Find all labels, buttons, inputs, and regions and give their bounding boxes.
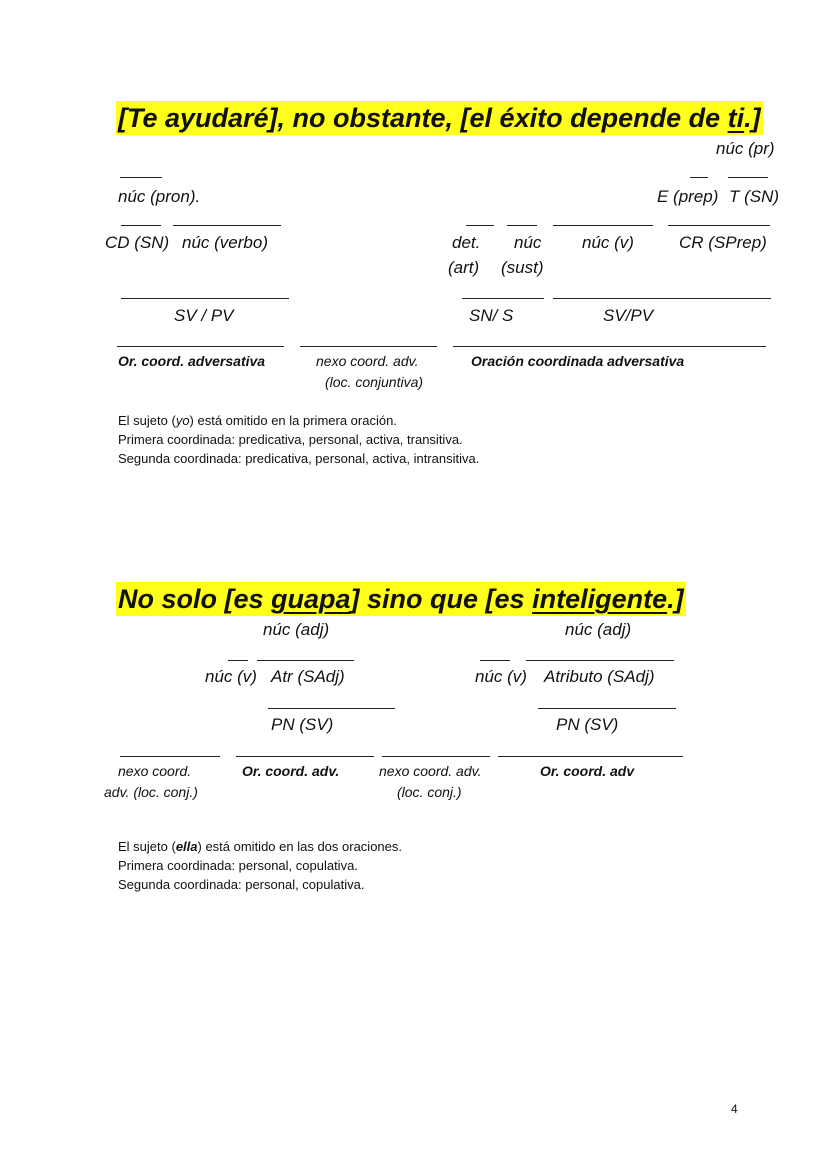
line [453, 346, 766, 347]
line [690, 177, 708, 178]
label-adv-loc-conj: adv. (loc. conj.) [104, 784, 198, 800]
note-1 [118, 411, 397, 430]
line [257, 660, 354, 661]
note-1-a: El sujeto ( [118, 413, 176, 428]
title-1-underlined: ti [727, 103, 745, 133]
label-nuc-v: núc (v) [582, 233, 634, 252]
line [121, 225, 161, 226]
label-nuc-pron: núc (pron). [118, 187, 201, 206]
label-nuc-adj-2: núc (adj) [565, 620, 632, 639]
note-3: Segunda coordinada: predicativa, personal, activa, intransitiva. [118, 451, 480, 466]
line [668, 225, 770, 226]
label-or-coord-adv-2: Or. coord. adv [540, 763, 635, 779]
label-nexo-coord-3: nexo coord. adv. [379, 763, 482, 779]
line [228, 660, 248, 661]
note-4 [118, 837, 402, 856]
label-nuc-v-2: núc (v) [475, 667, 527, 686]
note-4-a: El sujeto ( [118, 839, 176, 854]
label-or-coord-adversativa: Or. coord. adversativa [118, 353, 266, 369]
title-2-text-a: No solo [es [118, 584, 272, 614]
title-1-text-b: .] [744, 103, 761, 133]
label-loc-conjuntiva: (loc. conjuntiva) [325, 374, 424, 390]
line [728, 177, 768, 178]
line [462, 298, 544, 299]
note-1-b: ) está omitido en la primera oración. [189, 413, 397, 428]
label-nuc: núc [514, 233, 542, 252]
label-atributo-sadj: Atributo (SAdj) [544, 667, 655, 686]
label-nexo-coord: nexo coord. adv. [316, 353, 419, 369]
line [268, 708, 395, 709]
line [120, 756, 220, 757]
title-2-text-c: .] [667, 584, 684, 614]
line [498, 756, 683, 757]
label-cd-sn: CD (SN) [105, 233, 170, 252]
sentence-2-title [116, 582, 686, 616]
line [117, 346, 284, 347]
line [526, 660, 674, 661]
label-sust: (sust) [501, 258, 544, 277]
title-2-underlined-1: guapa [271, 584, 351, 614]
note-1-em: yo [175, 413, 190, 428]
label-nuc-adj-1: núc (adj) [263, 620, 330, 639]
line [538, 708, 676, 709]
title-1-text-a: [Te ayudaré], no obstante, [el éxito depende de [118, 103, 728, 133]
label-sn-s: SN/ S [469, 306, 514, 325]
line [236, 756, 374, 757]
note-4-em: ella [175, 839, 198, 854]
page-number: 4 [731, 1102, 738, 1116]
label-nexo-coord-2: nexo coord. [118, 763, 192, 779]
label-nuc-v-1: núc (v) [205, 667, 257, 686]
title-2-text-b: ] sino que [es [350, 584, 533, 614]
label-det: det. [452, 233, 481, 252]
note-6: Segunda coordinada: personal, copulativa. [118, 877, 365, 892]
label-loc-conj: (loc. conj.) [397, 784, 462, 800]
line [480, 660, 510, 661]
label-atr-sadj: Atr (SAdj) [271, 667, 345, 686]
label-nuc-pr: núc (pr) [716, 139, 775, 158]
line [466, 225, 494, 226]
label-sv-pv-2: SV/PV [603, 306, 654, 325]
label-t-sn: T (SN) [729, 187, 780, 206]
line [120, 177, 162, 178]
label-cr-sprep: CR (SPrep) [679, 233, 767, 252]
note-5: Primera coordinada: personal, copulativa. [118, 858, 358, 873]
line [507, 225, 537, 226]
line [300, 346, 437, 347]
label-art: (art) [448, 258, 480, 277]
sentence-1-title [116, 101, 763, 135]
line [121, 298, 289, 299]
note-4-b: ) está omitido en las dos oraciones. [197, 839, 402, 854]
title-2-underlined-2: inteligente [532, 584, 668, 614]
line [553, 225, 653, 226]
line [382, 756, 490, 757]
line [553, 298, 771, 299]
label-pn-sv-1: PN (SV) [271, 715, 334, 734]
label-e-prep: E (prep) [657, 187, 719, 206]
line [173, 225, 281, 226]
label-or-coord-adv-1: Or. coord. adv. [242, 763, 340, 779]
label-nuc-verbo: núc (verbo) [182, 233, 268, 252]
note-2: Primera coordinada: predicativa, personal, activa, transitiva. [118, 432, 463, 447]
label-pn-sv-2: PN (SV) [556, 715, 619, 734]
label-sv-pv: SV / PV [174, 306, 234, 325]
label-oracion-coordinada: Oración coordinada adversativa [471, 353, 685, 369]
